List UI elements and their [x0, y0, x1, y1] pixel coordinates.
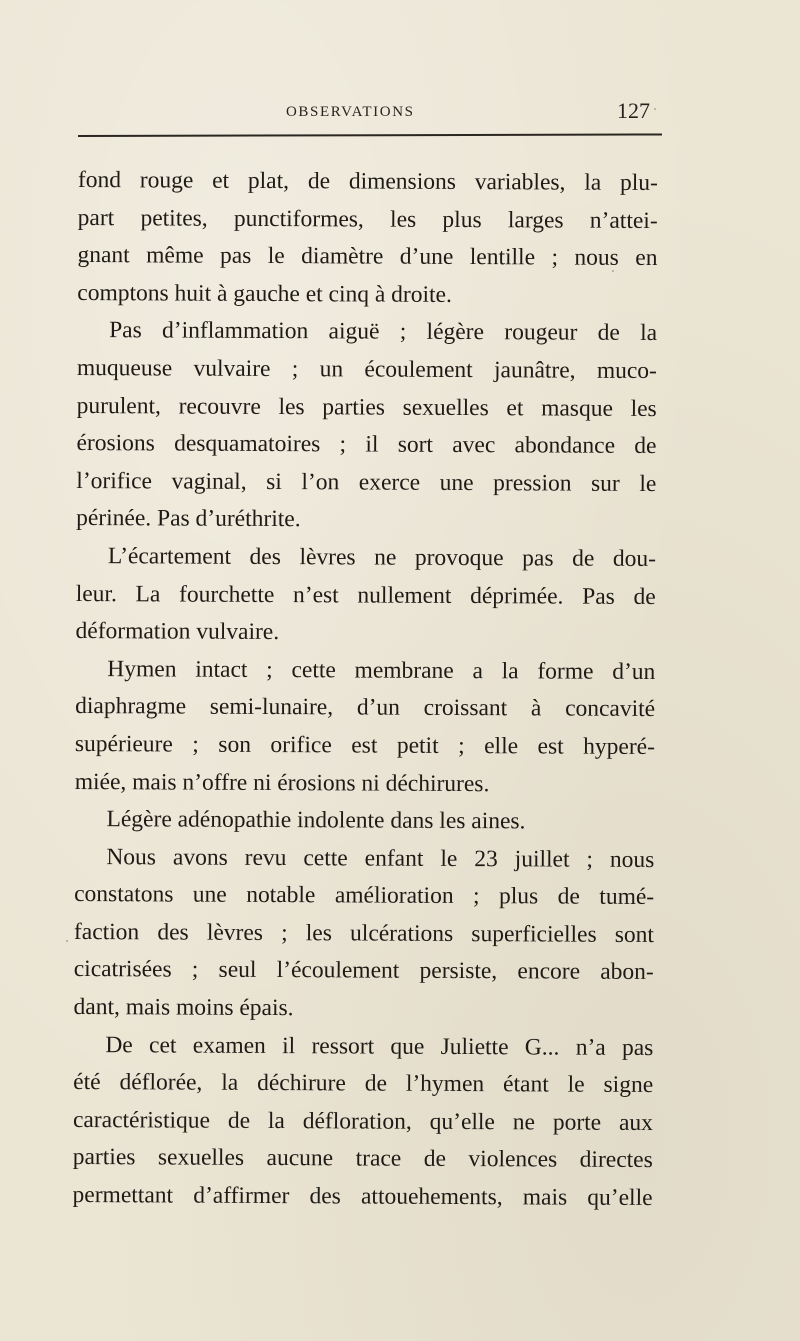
- paper-speck: [612, 270, 614, 272]
- text-line: dant, mais moins épais.: [73, 994, 294, 1022]
- text-line: part petites, punctiformes, les plus larges n’attei-: [77, 204, 658, 234]
- text-line: miée, mais n’offre ni érosions ni déchirures.: [74, 768, 490, 797]
- text-line: faction des lèvres ; les ulcérations superficielles sont: [73, 918, 655, 948]
- text-line: érosions desquamatoires ; il sort avec abondance de: [76, 430, 657, 460]
- text-line: purulent, recouvre les parties sexuelles et masque les: [76, 392, 657, 422]
- paper-speck: [654, 108, 656, 110]
- text-line: De cet examen il ressort que Juliette G... n’a pas: [105, 1031, 654, 1061]
- text-line: muqueuse vulvaire ; un écoulement jaunâtre, muco-: [76, 354, 657, 385]
- page-number: 127: [617, 98, 650, 123]
- text-line: leur. La fourchette n’est nullement déprimée. Pas de: [75, 580, 656, 610]
- text-line: fond rouge et plat, de dimensions variables, la plu-: [77, 166, 658, 197]
- text-line: périnée. Pas d’uréthrite.: [76, 505, 301, 533]
- text-line: diaphragme semi-lunaire, d’un croissant à concavité: [75, 693, 656, 723]
- text-line: permettant d’affirmer des attouehements, mais qu’elle: [72, 1182, 653, 1212]
- text-line: caractéristique de la défloration, qu’elle ne porte aux: [72, 1106, 654, 1136]
- text-line: Nous avons revu cette enfant le 23 juillet ; nous: [106, 843, 655, 873]
- text-line: supérieure ; son orifice est petit ; elle est hyperé-: [74, 730, 656, 760]
- text-line: Hymen intact ; cette membrane a la forme d’un: [107, 655, 656, 685]
- text-line: été déflorée, la déchirure de l’hymen étant le signe: [73, 1069, 654, 1099]
- text-line: comptons huit à gauche et cinq à droite.: [77, 279, 452, 308]
- text-line: Légère adénopathie indolente dans les aines.: [106, 806, 526, 835]
- text-line: l’orifice vaginal, si l’on exerce une pression sur le: [76, 467, 657, 497]
- page-header: [78, 98, 660, 138]
- text-line: constatons une notable amélioration ; plus de tumé-: [74, 881, 655, 911]
- body-text: [72, 162, 658, 1218]
- text-line: gnant même pas le diamètre d’une lentille ; nous en: [77, 242, 658, 272]
- text-line: Pas d’inflammation aiguë ; légère rougeur de la: [109, 317, 658, 347]
- text-line: L’écartement des lèvres ne provoque pas de dou-: [107, 543, 656, 572]
- text-line: cicatrisées ; seul l’écoulement persiste, encore abon-: [73, 956, 654, 986]
- paper-speck: [66, 940, 68, 942]
- running-title: OBSERVATIONS: [286, 104, 415, 120]
- text-line: déformation vulvaire.: [75, 618, 280, 646]
- text-line: parties sexuelles aucune trace de violences directes: [72, 1144, 653, 1174]
